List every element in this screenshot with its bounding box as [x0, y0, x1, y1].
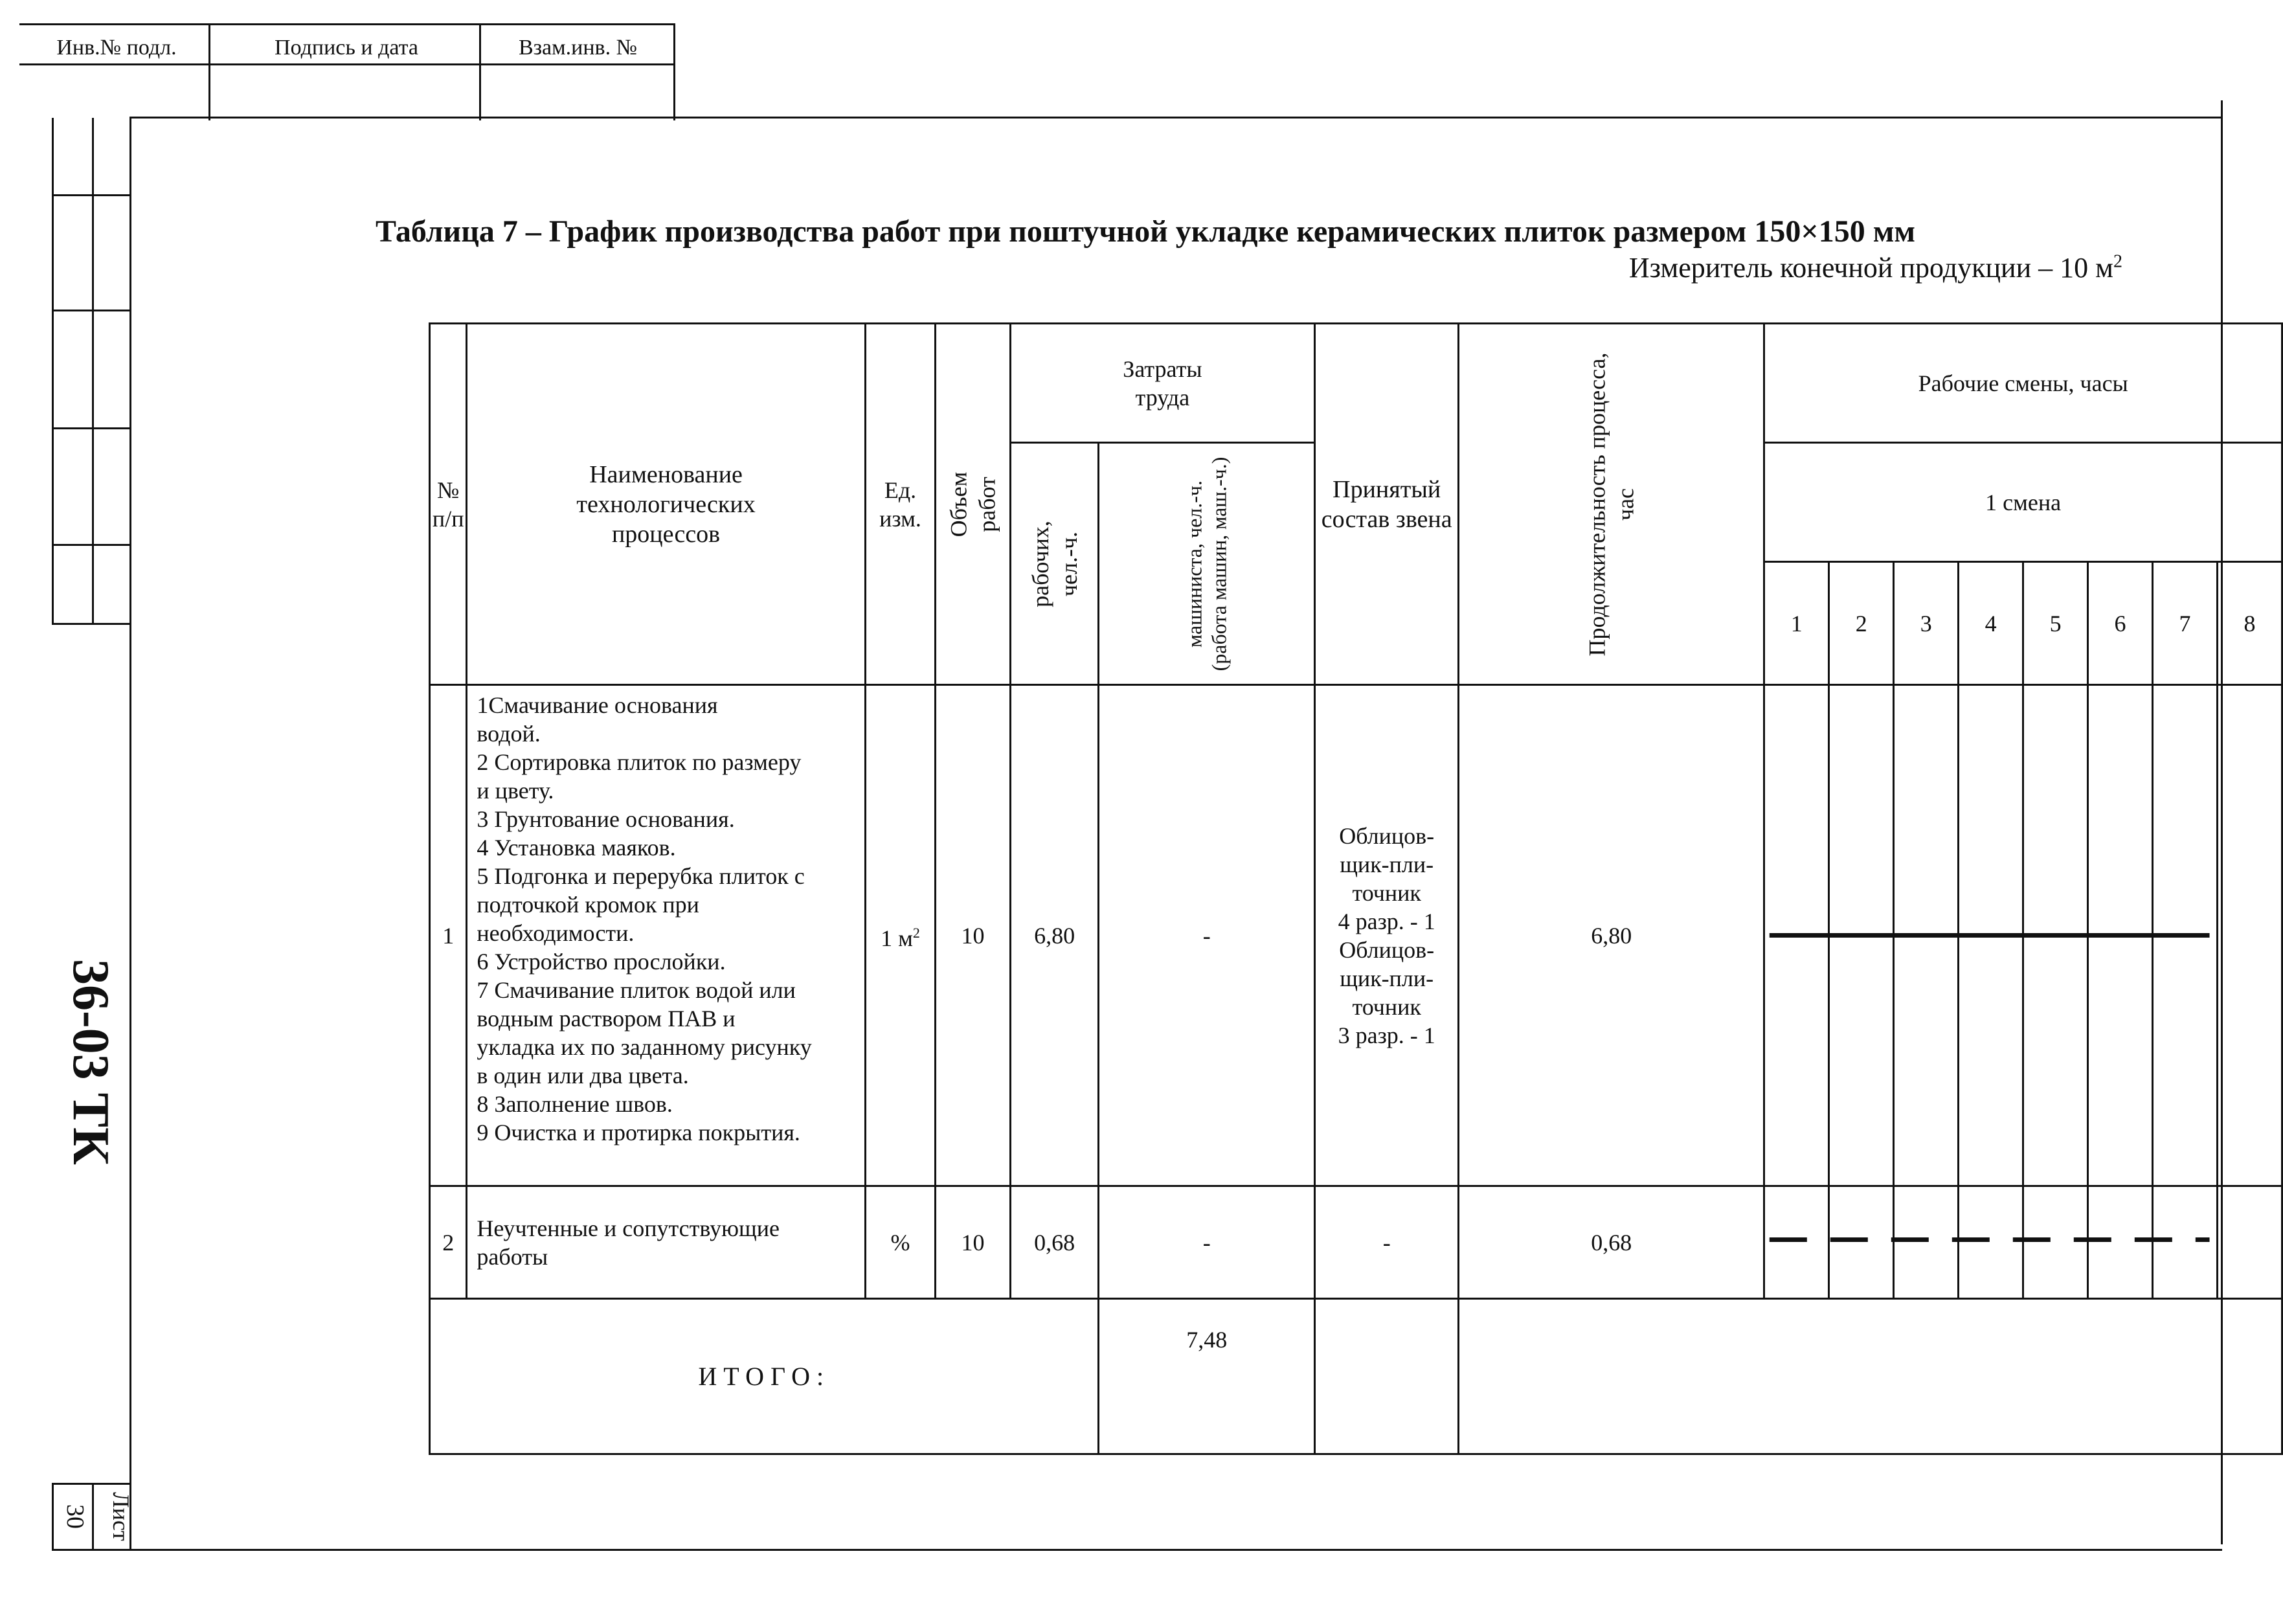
header-num: [430, 324, 467, 685]
row1-unit-text: 1 м: [881, 925, 913, 951]
row1-workers: 6,80: [1010, 685, 1099, 1186]
row2-crew: -: [1315, 1186, 1459, 1299]
document-code: 36-03 ТК: [62, 958, 119, 1165]
gantt-cell: [1894, 1186, 1959, 1299]
header-name-line1: Наименование: [589, 460, 743, 488]
hour-7: 7: [2153, 562, 2218, 685]
row2-volume: 10: [936, 1186, 1010, 1299]
header-labor-workers-line1: рабочих,: [1027, 520, 1053, 607]
gantt-cell: [1959, 1186, 2023, 1299]
stamp-inv-no: Инв.№ подл.: [56, 36, 177, 60]
gantt-cell: [1959, 685, 2023, 1186]
gantt-cell: [2023, 1186, 2088, 1299]
table-row: [430, 1186, 2282, 1299]
header-unit-line2: изм.: [879, 505, 921, 532]
gantt-cell: [2153, 1186, 2218, 1299]
row1-num: 1: [430, 685, 467, 1186]
header-shifts: Рабочие смены, часы: [1764, 324, 2282, 443]
process-line: необходимости.: [477, 920, 635, 946]
header-labor-machinist: [1099, 443, 1315, 685]
crew-line: Облицов-: [1339, 822, 1435, 849]
process-line: водным раствором ПАВ и: [477, 1006, 736, 1032]
unit-note-text: Измеритель конечной продукции – 10 м: [1628, 252, 2113, 284]
crew-line: 4 разр. - 1: [1338, 908, 1435, 934]
hour-5: 5: [2023, 562, 2088, 685]
header-duration-text: [1583, 352, 1640, 656]
row2-workers: 0,68: [1010, 1186, 1099, 1299]
header-volume-line2: работ: [974, 476, 1000, 532]
crew-line: точник: [1352, 993, 1421, 1020]
process-line: подточкой кромок при: [477, 892, 699, 918]
header-name-line2: технологических: [576, 490, 756, 518]
row2-process: [467, 1186, 865, 1299]
header-crew-line2: состав звена: [1321, 505, 1452, 533]
header-labor-workers: [1010, 443, 1099, 685]
header-volume: [936, 324, 1010, 685]
process-line: 6 Устройство прослойки.: [477, 949, 726, 975]
crew-line: точник: [1352, 879, 1421, 906]
gantt-cell: [2217, 1186, 2282, 1299]
process-line: укладка их по заданному рисунку: [477, 1034, 812, 1060]
process-line: и цвету.: [477, 778, 554, 804]
row1-volume: 10: [936, 685, 1010, 1186]
crew-line: 3 разр. - 1: [1338, 1022, 1435, 1048]
gantt-cell: [1894, 685, 1959, 1186]
header-labor-line1: Затраты: [1123, 355, 1202, 382]
gantt-cell: [1764, 1186, 1829, 1299]
total-workers: 7,48: [1099, 1299, 1315, 1454]
process-line: 1Смачивание основания: [477, 692, 718, 718]
header-duration-line2: час: [1612, 488, 1639, 521]
row1-unit-sup: 2: [912, 924, 920, 941]
header-num-line2: п/п: [432, 505, 464, 532]
process-line: работы: [477, 1243, 548, 1270]
sheet-number: 30: [62, 1504, 89, 1529]
stamp-signature-date: Подпись и дата: [275, 36, 418, 60]
process-line: 4 Установка маяков.: [477, 835, 676, 861]
crew-line: щик-пли-: [1340, 851, 1434, 877]
schedule-table: [429, 322, 2283, 1455]
gantt-cell: [1829, 1186, 1894, 1299]
header-duration-line1: Продолжительность процесса,: [1584, 352, 1610, 657]
gantt-cell: [1764, 685, 1829, 1186]
crew-line: Облицов-: [1339, 936, 1435, 963]
row1-duration: 6,80: [1459, 685, 1764, 1186]
header-process-name: [467, 324, 865, 685]
hour-6: 6: [2088, 562, 2153, 685]
gantt-cell: [2088, 685, 2153, 1186]
crew-line: щик-пли-: [1340, 965, 1434, 991]
process-line: 7 Смачивание плиток водой или: [477, 977, 796, 1003]
row1-machinist: -: [1099, 685, 1315, 1186]
header-num-line1: №: [437, 477, 460, 503]
header-unit: [865, 324, 936, 685]
unit-note: [1629, 251, 2122, 284]
row2-num: 2: [430, 1186, 467, 1299]
gantt-cell: [1829, 685, 1894, 1186]
header-crew-line1: Принятый: [1333, 475, 1441, 503]
header-crew: [1315, 324, 1459, 685]
header-labor-machinist-text: [1182, 457, 1231, 671]
process-line: 8 Заполнение швов.: [477, 1091, 673, 1117]
unit-note-sup: 2: [2113, 251, 2122, 272]
hour-4: 4: [1959, 562, 2023, 685]
header-volume-line1: Объем: [945, 471, 972, 537]
stamp-replace-inv: Взам.инв. №: [518, 36, 638, 60]
process-line: водой.: [477, 721, 541, 747]
header-labor-machinist-line2: (работа машин, маш.-ч.): [1207, 457, 1231, 671]
sheet-label: Лист: [108, 1492, 134, 1541]
row2-machinist: -: [1099, 1186, 1315, 1299]
process-line: 2 Сортировка плиток по размеру: [477, 749, 802, 775]
header-shift-1: 1 смена: [1764, 443, 2282, 562]
header-labor-workers-line2: чел.-ч.: [1055, 531, 1082, 596]
header-name-line3: процессов: [611, 520, 721, 548]
row1-process: [467, 685, 865, 1186]
gantt-cell: [2153, 685, 2218, 1186]
row2-unit: %: [865, 1186, 936, 1299]
total-machinist: [1315, 1299, 1459, 1454]
hour-1: 1: [1764, 562, 1829, 685]
process-line: 9 Очистка и протирка покрытия.: [477, 1120, 800, 1145]
header-unit-line1: Ед.: [884, 477, 917, 503]
gantt-cell: [2023, 685, 2088, 1186]
header-duration: [1459, 324, 1764, 685]
table-row: [430, 685, 2282, 1186]
gantt-cell: [2088, 1186, 2153, 1299]
hour-3: 3: [1894, 562, 1959, 685]
header-labor: [1010, 324, 1314, 443]
row1-crew: [1315, 685, 1459, 1186]
process-line: в один или два цвета.: [477, 1063, 689, 1088]
table-title: Таблица 7 – График производства работ при поштучной укладке керамических плиток размером 150×150 мм: [376, 214, 1916, 249]
total-row: [430, 1299, 2282, 1454]
header-labor-line2: труда: [1135, 384, 1190, 411]
hour-8: 8: [2217, 562, 2282, 685]
hour-2: 2: [1829, 562, 1894, 685]
header-labor-machinist-line1: машиниста, чел.-ч.: [1182, 480, 1206, 648]
row2-duration: 0,68: [1459, 1186, 1764, 1299]
header-volume-text: [945, 471, 1002, 537]
row1-unit: [865, 685, 936, 1186]
gantt-cell: [2217, 685, 2282, 1186]
header-labor-workers-text: [1026, 521, 1083, 607]
process-line: 3 Грунтование основания.: [477, 806, 735, 832]
total-label: ИТОГО:: [430, 1299, 1099, 1454]
total-empty: [1459, 1299, 2282, 1454]
process-line: 5 Подгонка и перерубка плиток с: [477, 863, 805, 889]
process-line: Неучтенные и сопутствующие: [477, 1215, 780, 1241]
